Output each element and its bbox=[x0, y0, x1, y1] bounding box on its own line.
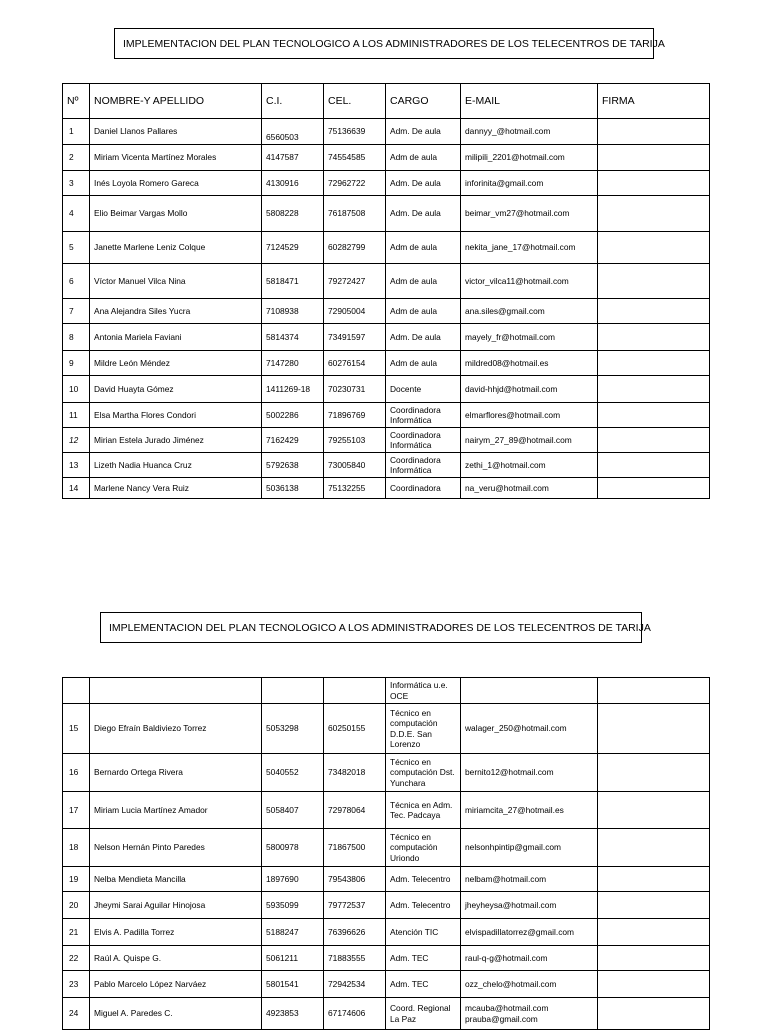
cell-firma bbox=[598, 264, 710, 299]
header-name: NOMBRE-Y APELLIDO bbox=[90, 84, 262, 119]
cell-cel: 71896769 bbox=[324, 403, 386, 428]
cell-cargo: Docente bbox=[386, 376, 461, 403]
cell-ci: 5800978 bbox=[262, 829, 324, 867]
cell-firma bbox=[598, 998, 710, 1030]
cell-firma bbox=[598, 351, 710, 376]
cell-email: jheyheysa@hotmail.com bbox=[461, 892, 598, 919]
cell-email: victor_vilca11@hotmail.com bbox=[461, 264, 598, 299]
cell-ci: 5792638 bbox=[262, 453, 324, 478]
header-cel: CEL. bbox=[324, 84, 386, 119]
cell-number: 7 bbox=[63, 299, 90, 324]
continuation-row bbox=[63, 678, 710, 704]
cell-number: 23 bbox=[63, 971, 90, 998]
cell-cargo: Adm. De aula bbox=[386, 196, 461, 232]
cell-firma bbox=[598, 428, 710, 453]
cell-ci: 4923853 bbox=[262, 998, 324, 1030]
cell-name: Elio Beimar Vargas Mollo bbox=[90, 196, 262, 232]
cell-firma bbox=[598, 867, 710, 892]
table-row bbox=[63, 376, 710, 403]
cell-cel: 70230731 bbox=[324, 376, 386, 403]
cell-firma bbox=[598, 376, 710, 403]
cell-ci: 5818471 bbox=[262, 264, 324, 299]
table-row bbox=[63, 704, 710, 754]
cell-ci: 1411269-18 bbox=[262, 376, 324, 403]
cell-cel: 72905004 bbox=[324, 299, 386, 324]
table-header-row bbox=[63, 84, 710, 119]
cell-cargo: Atención TIC bbox=[386, 919, 461, 946]
cell-firma bbox=[598, 792, 710, 829]
cell-email: beimar_vm27@hotmail.com bbox=[461, 196, 598, 232]
table-row bbox=[63, 478, 710, 499]
cell-name: Raúl A. Quispe G. bbox=[90, 946, 262, 971]
cell-email: nelbam@hotmail.com bbox=[461, 867, 598, 892]
cell-firma bbox=[598, 119, 710, 145]
cell-email: walager_250@hotmail.com bbox=[461, 704, 598, 754]
cell-cel: 67174606 bbox=[324, 998, 386, 1030]
cell-cargo: Técnico en computación Dst. Yunchara bbox=[386, 754, 461, 792]
cell-email: nairym_27_89@hotmail.com bbox=[461, 428, 598, 453]
cell-ci bbox=[262, 678, 324, 704]
cell-name: Bernardo Ortega Rivera bbox=[90, 754, 262, 792]
cell-cargo: Adm. De aula bbox=[386, 119, 461, 145]
table-row bbox=[63, 867, 710, 892]
cell-cargo: Adm de aula bbox=[386, 351, 461, 376]
cell-firma bbox=[598, 299, 710, 324]
table-row bbox=[63, 792, 710, 829]
cell-number: 17 bbox=[63, 792, 90, 829]
cell-cargo: Técnica en Adm. Tec. Padcaya bbox=[386, 792, 461, 829]
cell-cargo: Adm de aula bbox=[386, 145, 461, 171]
cell-cargo: Adm. De aula bbox=[386, 324, 461, 351]
cell-email: nekita_jane_17@hotmail.com bbox=[461, 232, 598, 264]
cell-ci: 5061211 bbox=[262, 946, 324, 971]
cell-ci: 7124529 bbox=[262, 232, 324, 264]
cell-firma bbox=[598, 678, 710, 704]
cell-cel: 79772537 bbox=[324, 892, 386, 919]
cell-ci: 4147587 bbox=[262, 145, 324, 171]
cell-name: Mildre León Méndez bbox=[90, 351, 262, 376]
cell-email: raul-q-g@hotmail.com bbox=[461, 946, 598, 971]
cell-cel: 72978064 bbox=[324, 792, 386, 829]
cell-cel: 60276154 bbox=[324, 351, 386, 376]
cell-name: Elsa Martha Flores Condori bbox=[90, 403, 262, 428]
cell-name: Mirian Estela Jurado Jiménez bbox=[90, 428, 262, 453]
cell-email: inforinita@gmail.com bbox=[461, 171, 598, 196]
cell-number: 19 bbox=[63, 867, 90, 892]
table-row bbox=[63, 892, 710, 919]
table-row bbox=[63, 998, 710, 1030]
cell-cargo: Adm. Telecentro bbox=[386, 867, 461, 892]
cell-email: mildred08@hotmail.es bbox=[461, 351, 598, 376]
cell-firma bbox=[598, 754, 710, 792]
cell-email: ozz_chelo@hotmail.com bbox=[461, 971, 598, 998]
cell-ci: 5040552 bbox=[262, 754, 324, 792]
table-row bbox=[63, 946, 710, 971]
cell-ci: 7162429 bbox=[262, 428, 324, 453]
cell-ci: 4130916 bbox=[262, 171, 324, 196]
cell-name: Diego Efraín Baldiviezo Torrez bbox=[90, 704, 262, 754]
cell-ci: 5808228 bbox=[262, 196, 324, 232]
cell-name bbox=[90, 678, 262, 704]
cell-name: Víctor Manuel Vilca Nina bbox=[90, 264, 262, 299]
cell-name: Jheymi Sarai Aguilar Hinojosa bbox=[90, 892, 262, 919]
cell-name: Antonia Mariela Faviani bbox=[90, 324, 262, 351]
cell-cel: 79255103 bbox=[324, 428, 386, 453]
cell-ci: 5053298 bbox=[262, 704, 324, 754]
participants-table bbox=[62, 83, 710, 499]
table-row bbox=[63, 119, 710, 145]
cell-firma bbox=[598, 478, 710, 499]
cell-email: elmarflores@hotmail.com bbox=[461, 403, 598, 428]
cell-email bbox=[461, 678, 598, 704]
cell-ci: 5188247 bbox=[262, 919, 324, 946]
cell-name: Pablo Marcelo López Narváez bbox=[90, 971, 262, 998]
cell-firma bbox=[598, 704, 710, 754]
cell-cel: 79272427 bbox=[324, 264, 386, 299]
cell-cel: 79543806 bbox=[324, 867, 386, 892]
cell-number: 2 bbox=[63, 145, 90, 171]
cell-ci: 7147280 bbox=[262, 351, 324, 376]
header-cargo: CARGO bbox=[386, 84, 461, 119]
cell-cel: 71867500 bbox=[324, 829, 386, 867]
cell-ci: 5814374 bbox=[262, 324, 324, 351]
cell-name: Nelba Mendieta Mancilla bbox=[90, 867, 262, 892]
cell-cel: 73005840 bbox=[324, 453, 386, 478]
table-row bbox=[63, 299, 710, 324]
cell-ci: 5935099 bbox=[262, 892, 324, 919]
cell-number bbox=[63, 678, 90, 704]
participants-table-continued bbox=[62, 677, 710, 1030]
cell-name: Nelson Hernán Pinto Paredes bbox=[90, 829, 262, 867]
cell-cargo: Coordinadora Informática bbox=[386, 428, 461, 453]
cell-cargo: Coordinadora bbox=[386, 478, 461, 499]
cell-email: david-hhjd@hotmail.com bbox=[461, 376, 598, 403]
cell-firma bbox=[598, 453, 710, 478]
cell-firma bbox=[598, 403, 710, 428]
cell-number: 21 bbox=[63, 919, 90, 946]
cell-email: mcauba@hotmail.com prauba@gmail.com bbox=[461, 998, 598, 1030]
cell-number: 20 bbox=[63, 892, 90, 919]
table-row bbox=[63, 919, 710, 946]
cell-email: ana.siles@gmail.com bbox=[461, 299, 598, 324]
cell-cel: 72962722 bbox=[324, 171, 386, 196]
cell-ci: 7108938 bbox=[262, 299, 324, 324]
cell-number: 16 bbox=[63, 754, 90, 792]
cell-cel: 71883555 bbox=[324, 946, 386, 971]
cell-email: bernito12@hotmail.com bbox=[461, 754, 598, 792]
cell-ci: 5002286 bbox=[262, 403, 324, 428]
cell-email: zethi_1@hotmail.com bbox=[461, 453, 598, 478]
cell-cel bbox=[324, 678, 386, 704]
cell-cel: 72942534 bbox=[324, 971, 386, 998]
cell-cargo: Adm. De aula bbox=[386, 171, 461, 196]
cell-number: 10 bbox=[63, 376, 90, 403]
document-title-continued: IMPLEMENTACION DEL PLAN TECNOLOGICO A LOS ADMINISTRADORES DE LOS TELECENTROS DE TARIJA bbox=[100, 612, 642, 643]
cell-number: 11 bbox=[63, 403, 90, 428]
cell-cel: 75132255 bbox=[324, 478, 386, 499]
cell-ci: 5801541 bbox=[262, 971, 324, 998]
table-row bbox=[63, 829, 710, 867]
header-email: E-MAIL bbox=[461, 84, 598, 119]
cell-firma bbox=[598, 829, 710, 867]
cell-firma bbox=[598, 946, 710, 971]
cell-cargo: Informática u.e. OCE bbox=[386, 678, 461, 704]
cell-number: 18 bbox=[63, 829, 90, 867]
cell-name: Elvis A. Padilla Torrez bbox=[90, 919, 262, 946]
table-row bbox=[63, 428, 710, 453]
cell-cel: 75136639 bbox=[324, 119, 386, 145]
table-row bbox=[63, 971, 710, 998]
table-row bbox=[63, 232, 710, 264]
header-number: Nº bbox=[63, 84, 90, 119]
cell-number: 15 bbox=[63, 704, 90, 754]
cell-email: milipili_2201@hotmail.com bbox=[461, 145, 598, 171]
cell-cel: 74554585 bbox=[324, 145, 386, 171]
header-ci: C.I. bbox=[262, 84, 324, 119]
cell-cargo: Coordinadora Informática bbox=[386, 403, 461, 428]
cell-firma bbox=[598, 324, 710, 351]
table-row bbox=[63, 196, 710, 232]
cell-cel: 76396626 bbox=[324, 919, 386, 946]
document-title: IMPLEMENTACION DEL PLAN TECNOLOGICO A LOS ADMINISTRADORES DE LOS TELECENTROS DE TARIJA bbox=[114, 28, 654, 59]
cell-ci: 1897690 bbox=[262, 867, 324, 892]
cell-number: 12 bbox=[63, 428, 90, 453]
cell-cargo: Adm de aula bbox=[386, 232, 461, 264]
cell-number: 5 bbox=[63, 232, 90, 264]
cell-cargo: Adm. TEC bbox=[386, 971, 461, 998]
cell-email: nelsonhpintip@gmail.com bbox=[461, 829, 598, 867]
header-firma: FIRMA bbox=[598, 84, 710, 119]
cell-email: dannyy_@hotmail.com bbox=[461, 119, 598, 145]
cell-name: Miriam Lucia Martínez Amador bbox=[90, 792, 262, 829]
cell-number: 6 bbox=[63, 264, 90, 299]
cell-number: 24 bbox=[63, 998, 90, 1030]
cell-cel: 60282799 bbox=[324, 232, 386, 264]
table-row bbox=[63, 324, 710, 351]
cell-cargo: Coord. Regional La Paz bbox=[386, 998, 461, 1030]
cell-name: Lizeth Nadia Huanca Cruz bbox=[90, 453, 262, 478]
table-row bbox=[63, 403, 710, 428]
cell-name: Marlene Nancy Vera Ruiz bbox=[90, 478, 262, 499]
cell-cargo: Técnico en computación D.D.E. San Lorenzo bbox=[386, 704, 461, 754]
cell-cargo: Adm. TEC bbox=[386, 946, 461, 971]
cell-cargo: Adm de aula bbox=[386, 264, 461, 299]
cell-name: Miriam Vicenta Martínez Morales bbox=[90, 145, 262, 171]
cell-cargo: Adm. Telecentro bbox=[386, 892, 461, 919]
table-row bbox=[63, 264, 710, 299]
cell-email: na_veru@hotmail.com bbox=[461, 478, 598, 499]
cell-firma bbox=[598, 232, 710, 264]
cell-firma bbox=[598, 171, 710, 196]
cell-name: David Huayta Gómez bbox=[90, 376, 262, 403]
cell-cel: 76187508 bbox=[324, 196, 386, 232]
cell-ci: 6560503 bbox=[262, 119, 324, 145]
cell-email: mayely_fr@hotmail.com bbox=[461, 324, 598, 351]
cell-number: 13 bbox=[63, 453, 90, 478]
cell-name: Inés Loyola Romero Gareca bbox=[90, 171, 262, 196]
cell-email: miriamcita_27@hotmail.es bbox=[461, 792, 598, 829]
cell-number: 3 bbox=[63, 171, 90, 196]
table-row bbox=[63, 453, 710, 478]
cell-firma bbox=[598, 919, 710, 946]
cell-number: 22 bbox=[63, 946, 90, 971]
cell-cel: 60250155 bbox=[324, 704, 386, 754]
cell-number: 8 bbox=[63, 324, 90, 351]
cell-ci: 5058407 bbox=[262, 792, 324, 829]
cell-cel: 73482018 bbox=[324, 754, 386, 792]
cell-cargo: Técnico en computación Uriondo bbox=[386, 829, 461, 867]
table-row bbox=[63, 754, 710, 792]
table-row bbox=[63, 171, 710, 196]
cell-name: Miguel A. Paredes C. bbox=[90, 998, 262, 1030]
cell-number: 1 bbox=[63, 119, 90, 145]
cell-name: Janette Marlene Leniz Colque bbox=[90, 232, 262, 264]
cell-cel: 73491597 bbox=[324, 324, 386, 351]
cell-name: Daniel Llanos Pallares bbox=[90, 119, 262, 145]
cell-number: 9 bbox=[63, 351, 90, 376]
cell-number: 4 bbox=[63, 196, 90, 232]
cell-number: 14 bbox=[63, 478, 90, 499]
cell-firma bbox=[598, 892, 710, 919]
cell-cargo: Coordinadora Informática bbox=[386, 453, 461, 478]
cell-firma bbox=[598, 196, 710, 232]
cell-email: elvispadillatorrez@gmail.com bbox=[461, 919, 598, 946]
cell-ci: 5036138 bbox=[262, 478, 324, 499]
cell-firma bbox=[598, 971, 710, 998]
table-row bbox=[63, 351, 710, 376]
table-row bbox=[63, 145, 710, 171]
cell-cargo: Adm de aula bbox=[386, 299, 461, 324]
cell-name: Ana Alejandra Siles Yucra bbox=[90, 299, 262, 324]
cell-firma bbox=[598, 145, 710, 171]
